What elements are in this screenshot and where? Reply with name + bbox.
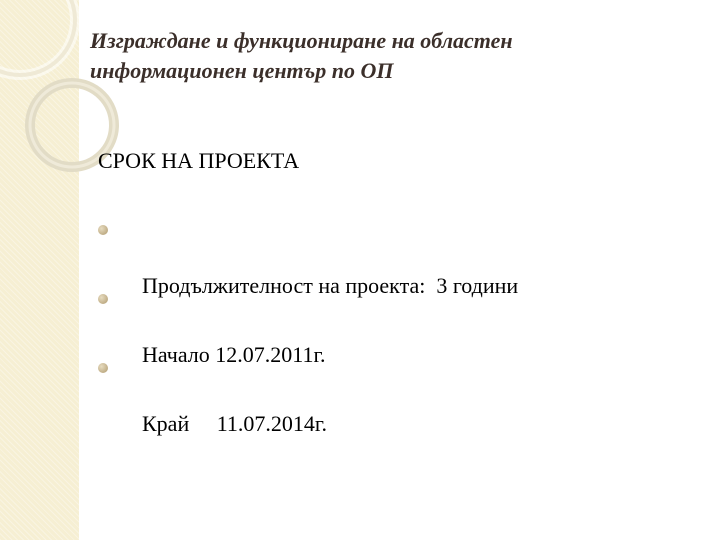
slide-title-line-1: Изграждане и функциониране на областен bbox=[90, 28, 513, 53]
bullet-text: Начало 12.07.2011г. bbox=[142, 342, 326, 367]
bullet-dot-icon bbox=[98, 294, 108, 304]
section-heading: СРОК НА ПРОЕКТА bbox=[98, 148, 300, 173]
bullet-list bbox=[98, 216, 519, 436]
bullet-item-end bbox=[98, 354, 518, 436]
slide-title-line-2: информационен център по ОП bbox=[90, 58, 394, 83]
bullet-text: Продължителност на проекта: 3 години bbox=[142, 273, 519, 298]
bullet-dot-icon bbox=[98, 225, 108, 235]
bullet-text: Край 11.07.2014г. bbox=[142, 411, 327, 436]
bullet-item-start bbox=[98, 285, 518, 367]
slide-title bbox=[90, 26, 690, 86]
bullet-dot-icon bbox=[98, 363, 108, 373]
bullet-item-duration bbox=[98, 216, 519, 298]
